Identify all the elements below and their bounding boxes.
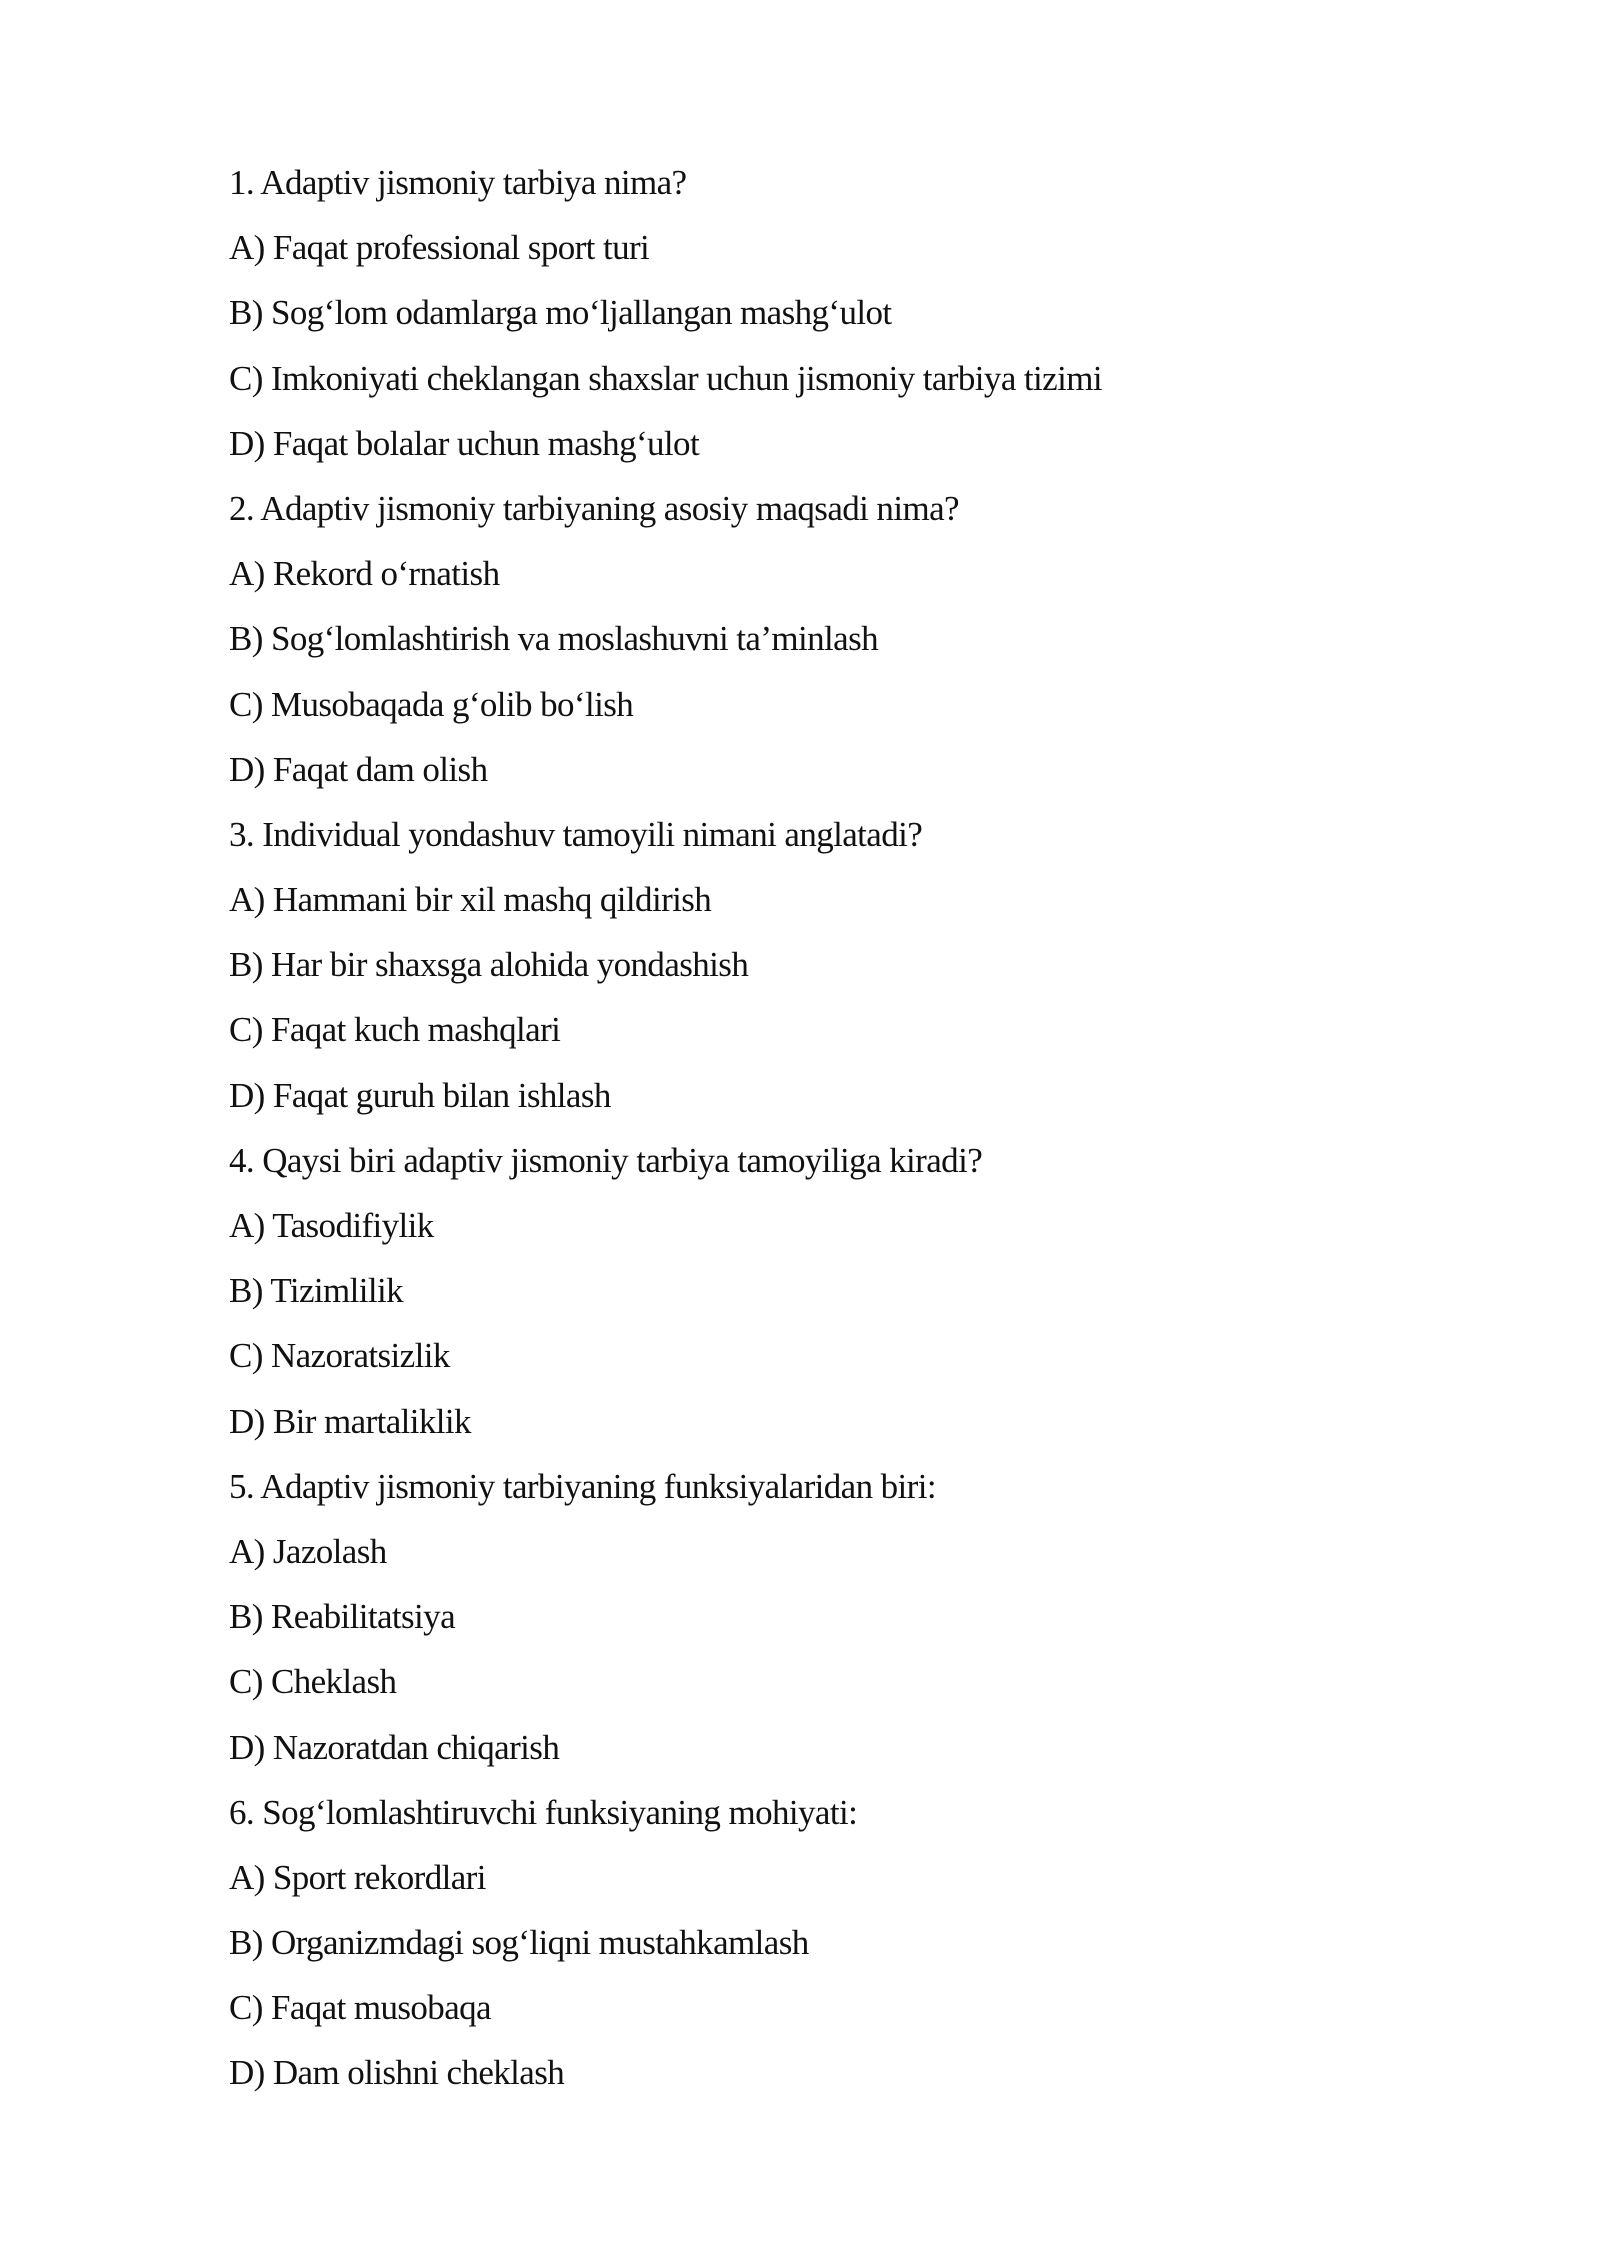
question-text: 3. Individual yondashuv tamoyili nimani anglatadi?	[229, 814, 923, 854]
question-block-3	[229, 802, 1429, 1128]
answer-option-a: A) Rekord o‘rnatish	[229, 554, 500, 594]
answer-option-a: A) Jazolash	[229, 1531, 387, 1571]
question-text: 1. Adaptiv jismoniy tarbiya nima?	[229, 163, 687, 202]
quiz-content	[229, 150, 1429, 2106]
question-block-2	[229, 476, 1429, 802]
answer-option-d: D) Faqat bolalar uchun mashg‘ulot	[229, 423, 700, 463]
answer-option-c: C) Imkoniyati cheklangan shaxslar uchun jismoniy tarbiya tizimi	[229, 358, 1102, 398]
answer-option-b: B) Sog‘lomlashtirish va moslashuvni ta’minlash	[229, 619, 879, 659]
answer-option-a: A) Sport rekordlari	[229, 1857, 486, 1897]
answer-option-b: B) Reabilitatsiya	[229, 1597, 455, 1637]
answer-option-a: A) Faqat professional sport turi	[229, 228, 650, 268]
question-text: 2. Adaptiv jismoniy tarbiyaning asosiy maqsadi nima?	[229, 488, 959, 528]
answer-option-a: A) Hammani bir xil mashq qildirish	[229, 880, 712, 920]
answer-option-c: C) Musobaqada g‘olib bo‘lish	[229, 684, 634, 724]
answer-option-b: B) Sog‘lom odamlarga mo‘ljallangan mashg‘ulot	[229, 293, 892, 333]
answer-option-d: D) Faqat dam olish	[229, 749, 488, 789]
answer-option-b: B) Har bir shaxsga alohida yondashish	[229, 945, 749, 985]
question-block-1	[229, 150, 1429, 476]
answer-option-d: D) Nazoratdan chiqarish	[229, 1727, 560, 1767]
answer-option-c: C) Nazoratsizlik	[229, 1336, 450, 1376]
answer-option-a: A) Tasodifiylik	[229, 1206, 434, 1245]
answer-option-c: C) Faqat musobaqa	[229, 1988, 491, 2028]
question-text: 6. Sog‘lomlashtiruvchi funksiyaning mohiyati:	[229, 1792, 858, 1832]
answer-option-d: D) Faqat guruh bilan ishlash	[229, 1075, 611, 1115]
answer-option-d: D) Bir martaliklik	[229, 1401, 471, 1441]
answer-option-c: C) Cheklash	[229, 1662, 397, 1702]
question-block-6	[229, 1780, 1429, 2106]
answer-option-b: B) Organizmdagi sog‘liqni mustahkamlash	[229, 1923, 809, 1963]
question-block-5	[229, 1454, 1429, 1780]
question-text: 5. Adaptiv jismoniy tarbiyaning funksiyalaridan biri:	[229, 1466, 936, 1506]
question-block-4	[229, 1128, 1429, 1454]
answer-option-b: B) Tizimlilik	[229, 1271, 404, 1311]
answer-option-c: C) Faqat kuch mashqlari	[229, 1010, 561, 1050]
question-text: 4. Qaysi biri adaptiv jismoniy tarbiya tamoyiliga kiradi?	[229, 1140, 983, 1180]
answer-option-d: D) Dam olishni cheklash	[229, 2053, 565, 2093]
